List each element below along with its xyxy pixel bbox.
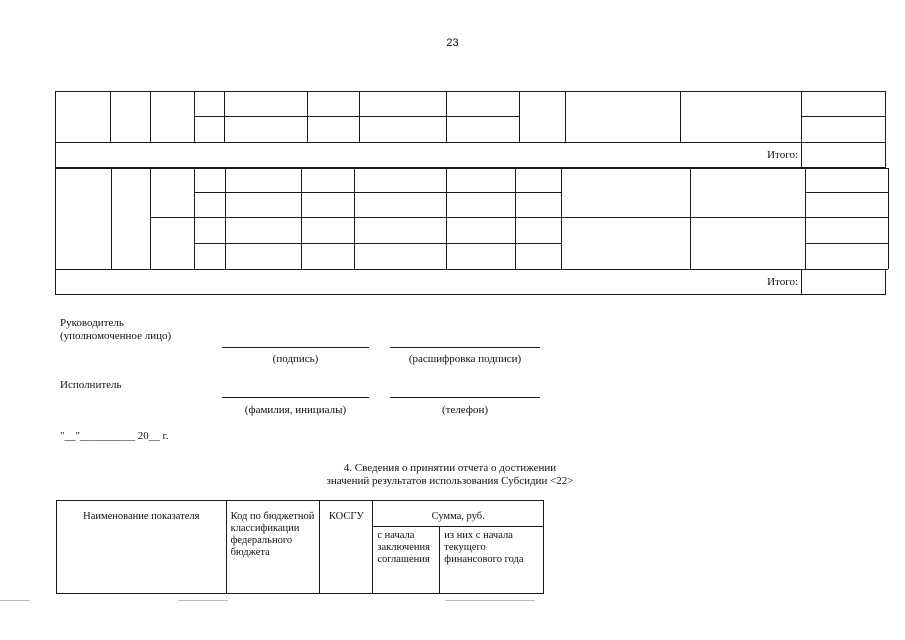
phone-caption: (телефон)	[441, 404, 489, 416]
col-indicator-header: Наименование показателя	[57, 501, 227, 594]
total-label-1: Итого:	[767, 149, 798, 161]
scan-artifact	[445, 600, 535, 601]
date-line: "__"__________ 20__ г.	[60, 430, 169, 442]
page-number: 23	[446, 37, 459, 49]
section4-title-line2: значений результатов использования Субсидии <22>	[326, 475, 574, 487]
col-sum-header: Сумма, руб.	[373, 501, 544, 527]
col-since-year-header: из них с начала текущего финансового года	[440, 527, 544, 594]
name-caption: (фамилия, инициалы)	[244, 404, 347, 416]
name-line	[222, 397, 369, 398]
signature-decode-line	[390, 347, 540, 348]
head-label: Руководитель	[60, 317, 124, 329]
section4-title-line1: 4. Сведения о принятии отчета о достижении	[343, 462, 557, 474]
acceptance-table	[56, 500, 544, 594]
scan-artifact	[0, 600, 30, 601]
signature-decode-caption: (расшифровка подписи)	[408, 353, 522, 365]
col-code-header: Код по бюджетной классификации федерального бюджета	[226, 501, 320, 594]
col-kosgu-header: КОСГУ	[320, 501, 373, 594]
col-since-agreement-header: с начала заключения соглашения	[373, 527, 440, 594]
scan-artifact	[178, 600, 228, 601]
executor-label: Исполнитель	[60, 379, 122, 391]
phone-line	[390, 397, 540, 398]
signature-line	[222, 347, 369, 348]
total-label-2: Итого:	[767, 276, 798, 288]
signature-caption: (подпись)	[272, 353, 319, 365]
head-label-note: (уполномоченное лицо)	[60, 330, 172, 342]
